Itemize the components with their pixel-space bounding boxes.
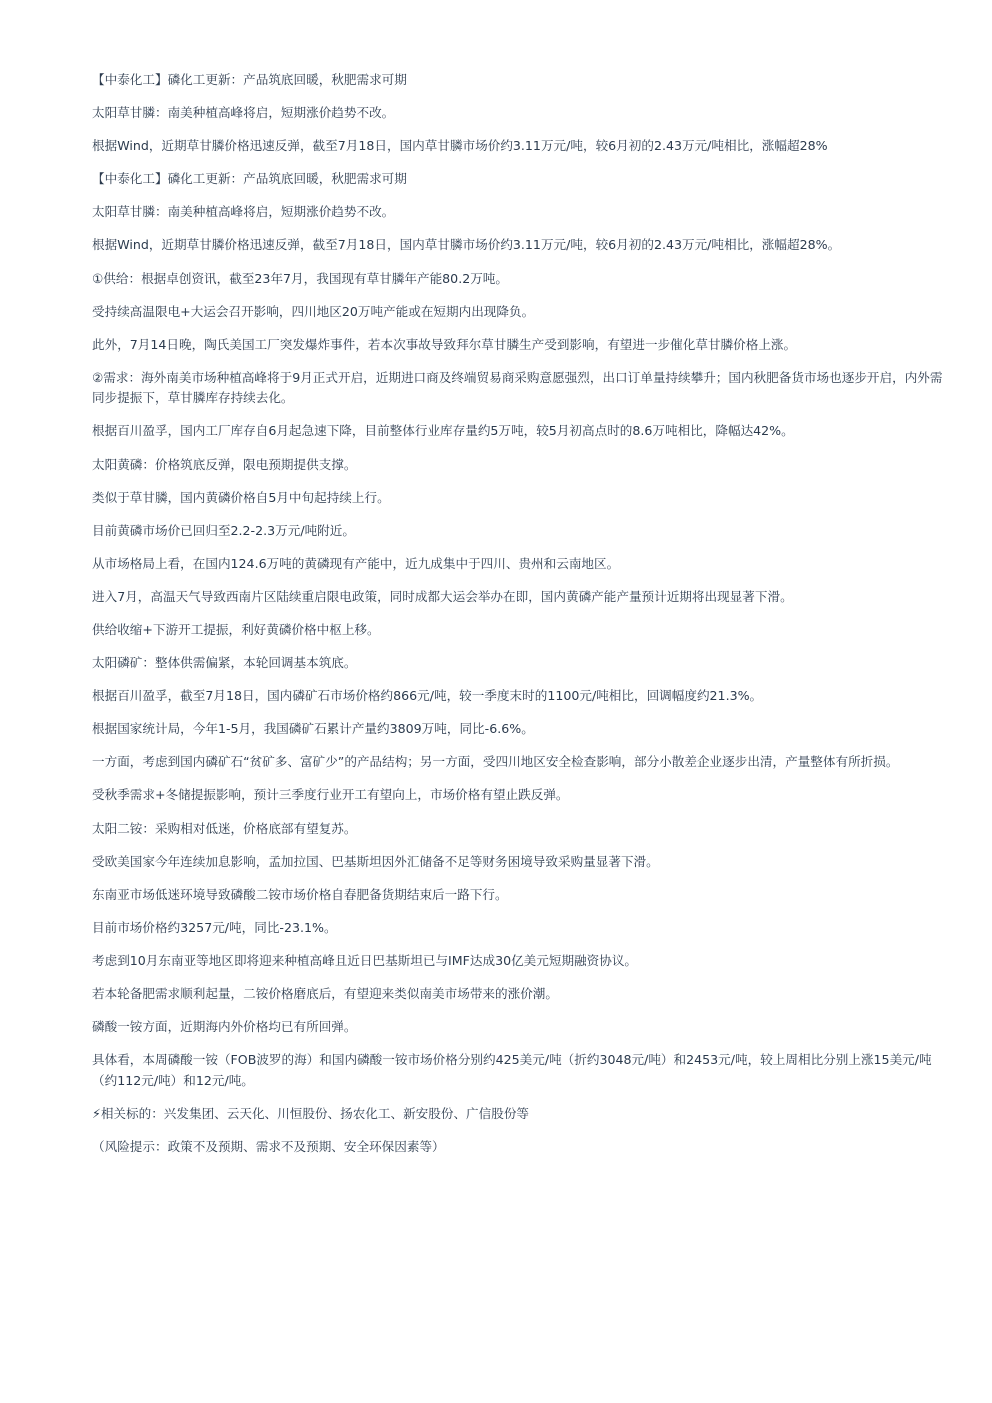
paragraph-glyphosate-price-1: 根据Wind，近期草甘膦价格迅速反弹，截至7月18日，国内草甘膦市场价约3.11万元/吨，较6月初的2.43万元/吨相比，涨幅超28%: [92, 138, 828, 154]
paragraph-phosphate-rock-output: 根据国家统计局，今年1-5月，我国磷矿石累计产量约3809万吨，同比-6.6%。: [92, 721, 534, 737]
paragraph-autumn-demand: 受秋季需求+冬储提振影响，预计三季度行业开工有望向上，市场价格有望止跌反弹。: [92, 787, 569, 803]
paragraph-yellow-phosphorus-heading: 太阳黄磷：价格筑底反弹，限电预期提供支撑。: [92, 456, 357, 472]
paragraph-glyphosate-heading-2: 太阳草甘膦：南美种植高峰将启，短期涨价趋势不改。: [92, 204, 395, 220]
paragraph-dap-heading: 太阳二铵：采购相对低迷，价格底部有望复苏。: [92, 820, 357, 836]
paragraph-glyphosate-heading-1: 太阳草甘膦：南美种植高峰将启，短期涨价趋势不改。: [92, 105, 395, 121]
paragraph-glyphosate-price-2: 根据Wind，近期草甘膦价格迅速反弹，截至7月18日，国内草甘膦市场价约3.11万元/吨，较6月初的2.43万元/吨相比，涨幅超28%。: [92, 237, 841, 253]
paragraph-yellow-phosphorus-trend: 类似于草甘膦，国内黄磷价格自5月中旬起持续上行。: [92, 489, 390, 505]
document-body: [92, 70, 948, 1170]
paragraph-supply: ①供给：根据卓创资讯，截至23年7月，我国现有草甘膦年产能80.2万吨。: [92, 270, 508, 286]
paragraph-july-outlook: 进入7月，高温天气导致西南片区陆续重启限电政策，同时成都大运会举办在即，国内黄磷产能产量预计近期将出现显著下滑。: [92, 588, 793, 604]
paragraph-rate-hikes: 受欧美国家今年连续加息影响，孟加拉国、巴基斯坦因外汇储备不足等财务困境导致采购量显著下滑。: [92, 853, 659, 869]
paragraph-phosphate-rock-price: 根据百川盈孚，截至7月18日，国内磷矿石市场价格约866元/吨，较一季度末时的1100元/吨相比，回调幅度约21.3%。: [92, 688, 763, 704]
paragraph-southeast-asia: 东南亚市场低迷环境导致磷酸二铵市场价格自春肥备货期结束后一路下行。: [92, 886, 508, 902]
paragraph-price-wave: 若本轮备肥需求顺利起量，二铵价格磨底后，有望迎来类似南美市场带来的涨价潮。: [92, 986, 558, 1002]
paragraph-imf-deal: 考虑到10月东南亚等地区即将迎来种植高峰且近日巴基斯坦已与IMF达成30亿美元短期融资协议。: [92, 952, 638, 968]
paragraph-map-rebound: 磷酸一铵方面，近期海内外价格均已有所回弹。: [92, 1019, 357, 1035]
paragraph-demand: ②需求：海外南美市场种植高峰将于9月正式开启，近期进口商及终端贸易商采购意愿强烈，出口订单量持续攀升；国内秋肥备货市场也逐步开启，内外需同步提振下，草甘膦库存持续去化。: [92, 369, 943, 406]
paragraph-title-1: 【中泰化工】磷化工更新：产品筑底回暖，秋肥需求可期: [92, 72, 407, 87]
paragraph-dap-price: 目前市场价格约3257元/吨，同比-23.1%。: [92, 919, 337, 935]
paragraph-related-stocks: ⚡相关标的：兴发集团、云天化、川恒股份、扬农化工、新安股份、广信股份等: [92, 1105, 530, 1121]
paragraph-yellow-phosphorus-price: 目前黄磷市场价已回归至2.2-2.3万元/吨附近。: [92, 522, 355, 538]
paragraph-phosphate-rock-heading: 太阳磷矿：整体供需偏紧，本轮回调基本筑底。: [92, 655, 357, 671]
paragraph-map-details: 具体看，本周磷酸一铵（FOB波罗的海）和国内磷酸一铵市场价格分别约425美元/吨（折约3048元/吨）和2453元/吨，较上周相比分别上涨15美元/吨（约112元/吨）和12元/吨。: [92, 1052, 932, 1088]
paragraph-risk-warning: （风险提示：政策不及预期、需求不及预期、安全环保因素等）: [92, 1138, 445, 1154]
paragraph-market-structure: 从市场格局上看，在国内124.6万吨的黄磷现有产能中，近九成集中于四川、贵州和云南地区。: [92, 555, 620, 571]
paragraph-ore-structure: 一方面，考虑到国内磷矿石“贫矿多、富矿少”的产品结构；另一方面，受四川地区安全检查影响，部分小散差企业逐步出清，产量整体有所折损。: [92, 754, 899, 770]
paragraph-power-limit: 受持续高温限电+大运会召开影响，四川地区20万吨产能或在短期内出现降负。: [92, 303, 535, 319]
paragraph-inventory: 根据百川盈孚，国内工厂库存自6月起急速下降，目前整体行业库存量约5万吨，较5月初高点时的8.6万吨相比，降幅达42%。: [92, 423, 794, 439]
paragraph-title-2: 【中泰化工】磷化工更新：产品筑底回暖，秋肥需求可期: [92, 171, 407, 187]
paragraph-supply-contraction: 供给收缩+下游开工提振，利好黄磷价格中枢上移。: [92, 622, 380, 637]
paragraph-dow-explosion: 此外，7月14日晚，陶氏美国工厂突发爆炸事件，若本次事故导致拜尔草甘膦生产受到影响，有望进一步催化草甘膦价格上涨。: [92, 336, 797, 352]
